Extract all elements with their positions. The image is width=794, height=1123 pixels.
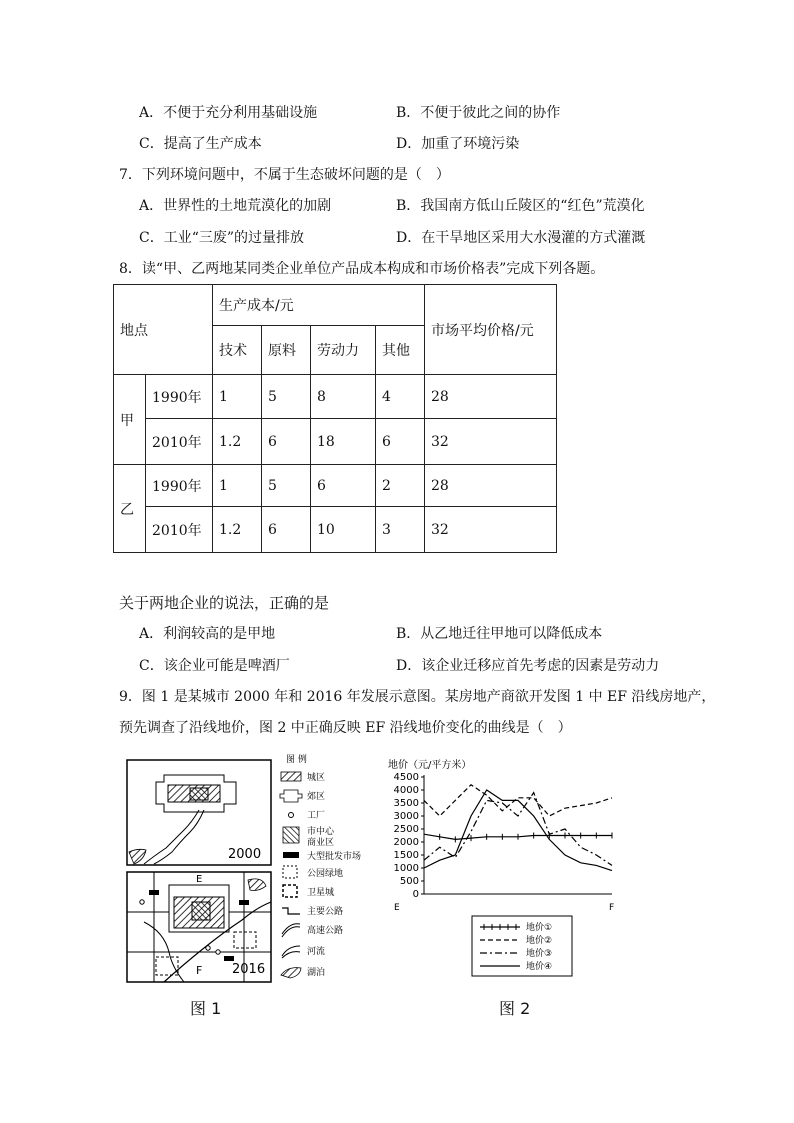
q8-option-a: A．利润较高的是甲地 (139, 626, 276, 642)
cell-other: 4 (376, 375, 425, 419)
map-legend (280, 753, 361, 978)
map-2000-year: 2000 (228, 847, 262, 862)
cell-raw: 5 (262, 375, 311, 419)
legend-item: 公园绿地 (307, 869, 344, 879)
place-jia: 甲 (114, 375, 146, 465)
chart-y-tick-label: 2000 (393, 837, 419, 848)
legend-item: 工厂 (307, 811, 326, 821)
chart-legend-label: 地价④ (526, 962, 553, 972)
cell-tech: 1.2 (213, 507, 262, 553)
cost-table (113, 284, 557, 553)
cell-tech: 1 (213, 465, 262, 507)
figure-2-chart (384, 752, 628, 992)
cell-labor: 8 (311, 375, 376, 419)
legend-item: 郊区 (307, 792, 326, 802)
q6-option-d: D．加重了环境污染 (396, 136, 520, 152)
chart-legend-label: 地价① (526, 923, 553, 933)
legend-item: 湖泊 (307, 968, 326, 978)
cell-tech: 1 (213, 375, 262, 419)
chart-y-tick-label: 1000 (393, 863, 419, 874)
chart-y-tick-label: 3500 (393, 798, 419, 809)
cell-other: 2 (376, 465, 425, 507)
chart-ylabel: 地价（元/平方米） (388, 760, 472, 771)
table-row (114, 419, 557, 465)
q8-option-b: B．从乙地迁往甲地可以降低成本 (396, 626, 603, 642)
chart-series-group (424, 785, 612, 871)
legend-item: 卫星城 (307, 888, 335, 898)
legend-item: 主要公路 (307, 907, 344, 917)
cell-year: 2010年 (146, 507, 213, 553)
legend-park-icon (283, 866, 297, 878)
cell-year: 1990年 (146, 375, 213, 419)
legend-river-icon (282, 946, 300, 956)
chart-legend-box (472, 916, 572, 976)
chart-series-line-4 (424, 790, 612, 871)
chart-y-tick-label: 4000 (393, 785, 419, 796)
cell-price: 32 (425, 507, 557, 553)
cell-year: 1990年 (146, 465, 213, 507)
legend-market-icon (283, 852, 299, 858)
legend-factory-icon (289, 813, 294, 818)
chart-y-tick-label: 3000 (393, 811, 419, 822)
q8-option-d: D．该企业迁移应首先考虑的因素是劳动力 (396, 658, 660, 674)
chart-y-tick-label: 0 (412, 889, 419, 900)
header-raw: 原料 (262, 326, 311, 375)
cell-other: 6 (376, 419, 425, 465)
map-label-e: E (196, 874, 203, 885)
map-2000 (127, 760, 271, 865)
cell-raw: 5 (262, 465, 311, 507)
q7-option-c: C．工业“三废”的过量排放 (139, 230, 305, 246)
chart-x-start-label: E (394, 903, 400, 913)
cell-price: 28 (425, 465, 557, 507)
legend-item: 大型批发市场 (307, 852, 362, 862)
chart-legend-label: 地价② (526, 936, 553, 946)
legend-item: 城区 (307, 773, 326, 783)
chart-y-tick-label: 1500 (393, 850, 419, 861)
place-yi: 乙 (114, 465, 146, 553)
cell-raw: 6 (262, 419, 311, 465)
q6-option-a: A．不便于充分利用基础设施 (139, 105, 318, 121)
q7-option-b: B．我国南方低山丘陵区的“红色”荒漠化 (396, 198, 645, 214)
chart-legend-label: 地价③ (526, 949, 553, 959)
legend-cbd-icon (283, 827, 299, 843)
figure-1-caption: 图 1 (190, 999, 222, 1018)
legend-highway-icon (282, 924, 300, 934)
chart-y-tick-label: 500 (399, 876, 419, 887)
header-market-price: 市场平均价格/元 (425, 285, 557, 375)
figure-1-maps (124, 752, 388, 988)
q7-stem: 7．下列环境问题中，不属于生态破坏问题的是（ ） (119, 167, 450, 183)
legend-title: 图 例 (286, 755, 307, 765)
legend-satellite-city-icon (283, 885, 297, 897)
q6-option-c: C．提高了生产成本 (139, 136, 262, 152)
legend-item: 市中心 (307, 827, 335, 837)
map-2016-year: 2016 (232, 962, 266, 977)
map-label-f: F (196, 964, 203, 977)
cell-year: 2010年 (146, 419, 213, 465)
cell-labor: 10 (311, 507, 376, 553)
legend-item: 河流 (307, 947, 326, 957)
table-row (114, 507, 557, 553)
chart-series-line-3 (424, 793, 612, 866)
header-production-cost: 生产成本/元 (213, 285, 425, 326)
q9-stem-line1: 9．图 1 是某城市 2000 年和 2016 年发展示意图。某房地产商欲开发图 1 中 EF 沿线房地产， (119, 689, 716, 705)
cell-labor: 18 (311, 419, 376, 465)
chart-y-tick-label: 2500 (393, 824, 419, 835)
legend-item: 高速公路 (307, 926, 344, 936)
legend-urban-icon (281, 772, 301, 781)
chart-x-end-label: F (609, 903, 615, 913)
cell-tech: 1.2 (213, 419, 262, 465)
q8-sub-stem: 关于两地企业的说法，正确的是 (119, 594, 330, 612)
cell-raw: 6 (262, 507, 311, 553)
q9-stem-line2: 预先调查了沿线地价，图 2 中正确反映 EF 沿线地价变化的曲线是（ ） (119, 720, 572, 736)
cell-price: 32 (425, 419, 557, 465)
chart-y-tick-label: 4500 (393, 772, 419, 783)
header-other: 其他 (376, 326, 425, 375)
q7-option-d: D．在干旱地区采用大水漫灌的方式灌溉 (396, 230, 646, 246)
table-row (114, 465, 557, 507)
header-place: 地点 (114, 285, 213, 375)
q8-option-c: C．该企业可能是啤酒厂 (139, 658, 290, 674)
cell-labor: 6 (311, 465, 376, 507)
table-row (114, 375, 557, 419)
legend-main-road-icon (282, 908, 300, 914)
map-2016 (127, 872, 271, 982)
cell-other: 3 (376, 507, 425, 553)
legend-lake-icon (281, 968, 301, 978)
q8-stem: 8．读“甲、乙两地某同类企业单位产品成本构成和市场价格表”完成下列各题。 (119, 261, 605, 277)
header-labor: 劳动力 (311, 326, 376, 375)
legend-suburb-icon (280, 790, 302, 802)
legend-item: 商业区 (307, 838, 335, 848)
cell-price: 28 (425, 375, 557, 419)
figure-2-caption: 图 2 (499, 999, 531, 1018)
header-tech: 技术 (213, 326, 262, 375)
q7-option-a: A．世界性的土地荒漠化的加剧 (139, 198, 332, 214)
q6-option-b: B．不便于彼此之间的协作 (396, 105, 561, 121)
